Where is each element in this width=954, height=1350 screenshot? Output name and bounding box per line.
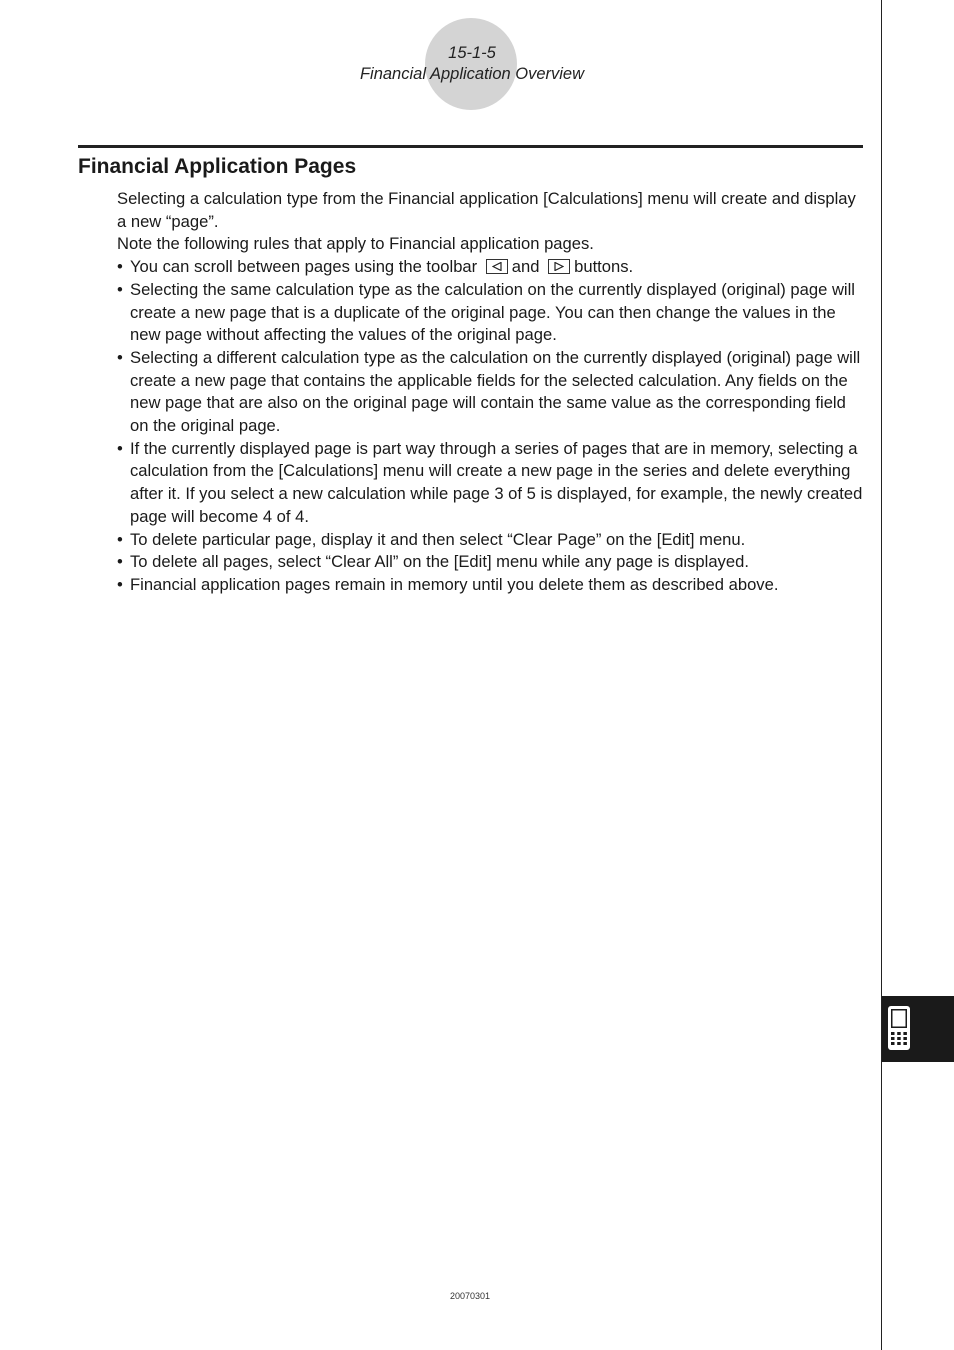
page-number: 15-1-5 xyxy=(448,44,496,62)
chapter-title: Financial Application Overview xyxy=(359,65,585,83)
list-item: • If the currently displayed page is part way through a series of pages that are in memory, selecting a calculation from the [Calculations] menu will create a new page in the series and delete everything after it. If you select a new calculation while page 3 of 5 is displayed, for example, the newly created page will become 4 of 4. xyxy=(117,438,867,529)
section-title: Financial Application Pages xyxy=(78,155,357,178)
list-item: • Selecting the same calculation type as the calculation on the currently displayed (original) page will create a new page that is a duplicate of the original page. You can then change the values in the new page without affecting the values of the original page. xyxy=(117,279,867,347)
rules-intro: Note the following rules that apply to Financial application pages. xyxy=(117,234,594,254)
rules-list xyxy=(117,256,867,597)
bullet-text: You can scroll between pages using the toolbar xyxy=(130,257,478,277)
list-item: • To delete particular page, display it and then select “Clear Page” on the [Edit] menu. xyxy=(117,529,867,552)
list-item: • Selecting a different calculation type as the calculation on the currently displayed (original) page will create a new page that contains the applicable fields for the selected calculation. Any fields on the new page that are also on the original page will contain the same value as the corresponding field on the original page. xyxy=(117,347,867,438)
bullet-text: buttons. xyxy=(574,257,634,277)
list-item xyxy=(117,256,867,279)
footer-code: 20070301 xyxy=(449,1291,491,1301)
bullet-text: and xyxy=(511,257,540,277)
section-body xyxy=(117,188,867,597)
section-divider xyxy=(78,145,863,148)
list-item: • To delete all pages, select “Clear All” on the [Edit] menu while any page is displayed. xyxy=(117,551,867,574)
chapter-side-tab xyxy=(882,996,954,1062)
list-item: • Financial application pages remain in memory until you delete them as described above. xyxy=(117,574,867,597)
left-triangle-icon xyxy=(486,259,508,274)
header-circle xyxy=(425,18,517,110)
right-triangle-icon xyxy=(548,259,570,274)
page-edge-rule xyxy=(881,0,882,1350)
intro-paragraph: Selecting a calculation type from the Financial application [Calculations] menu will create and display a new “page”. xyxy=(117,189,856,231)
calculator-icon xyxy=(887,1005,911,1051)
